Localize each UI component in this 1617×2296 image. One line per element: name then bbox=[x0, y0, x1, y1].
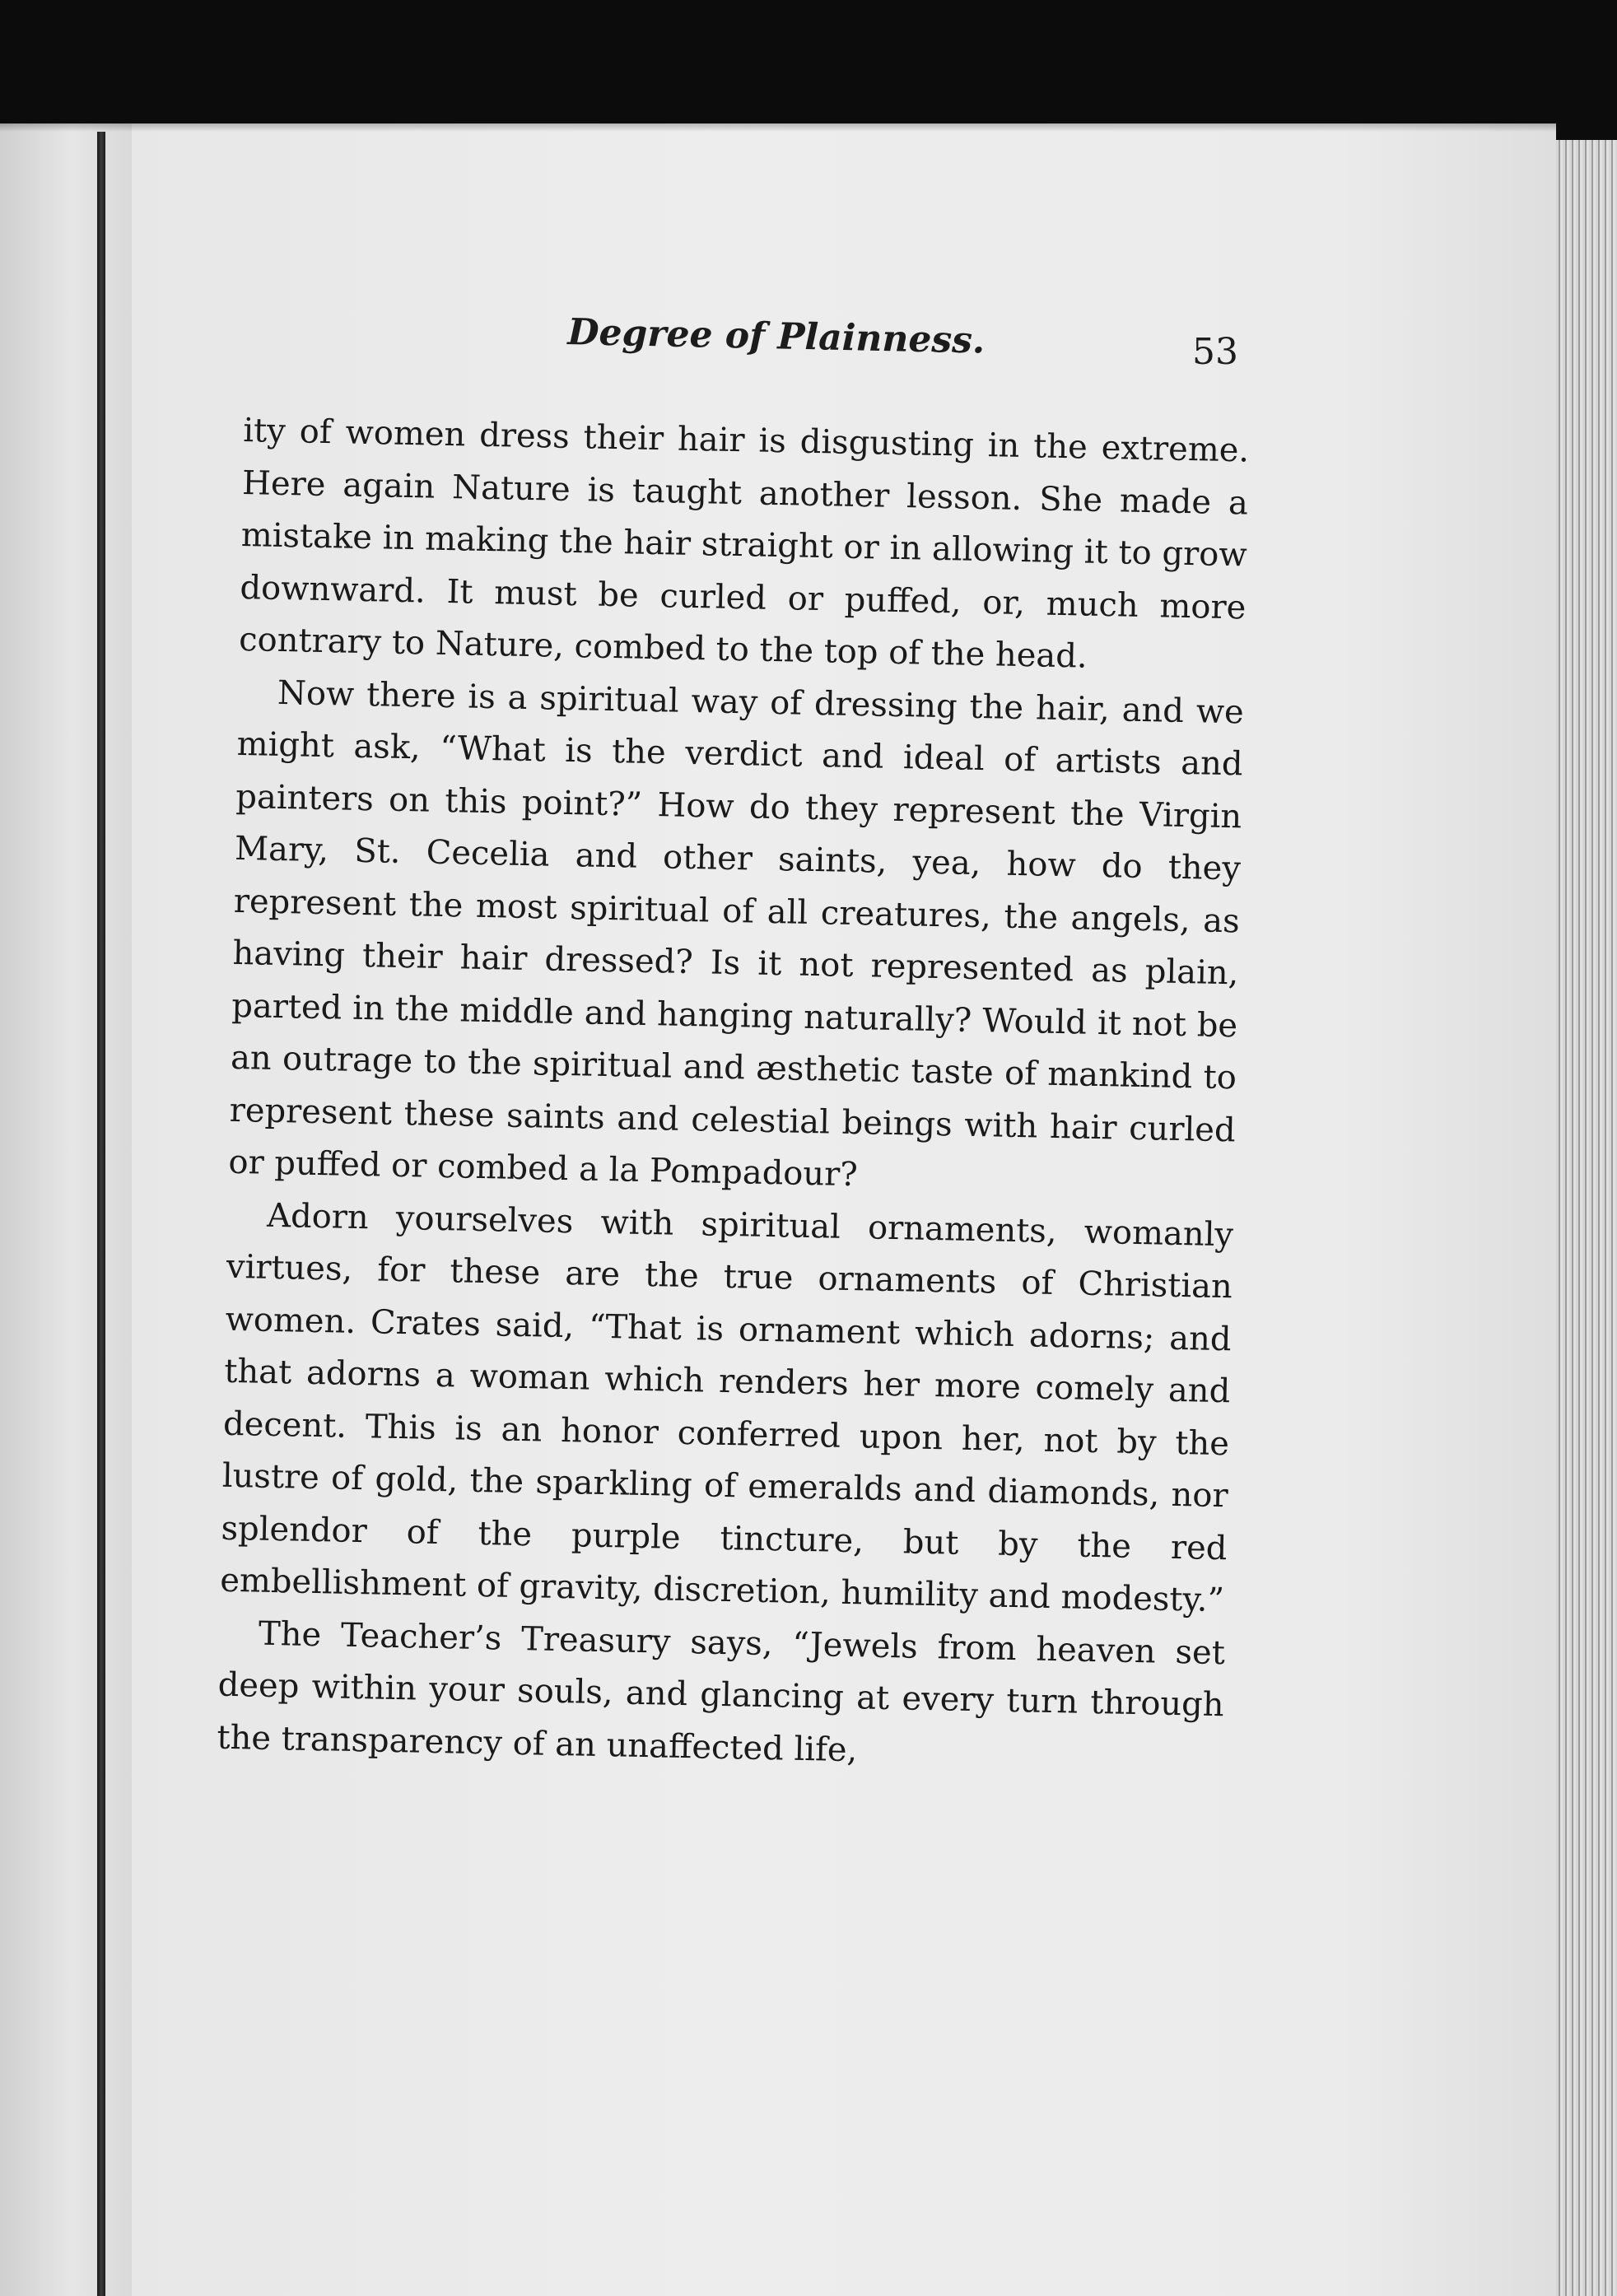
running-header: Degree of Plainness. bbox=[566, 311, 986, 362]
paragraph-3: Adorn yourselves with spiritual ornaments, womanly virtues, for these are the true ornaments of Christian women. Crates said, “That is ornament which adorns; and that adorns a woman which renders her more comely and decent. This is an honor conferred upon her, not by the lustre of gold, the sparkling of emeralds and diamonds, nor splendor of the purple tincture, but by the red embellishment of gravity, discretion, humility and modesty.” bbox=[219, 1196, 1234, 1620]
page-number: 53 bbox=[1192, 331, 1238, 373]
facing-page-edge bbox=[0, 123, 132, 2296]
paragraph-2: Now there is a spiritual way of dressing the hair, and we might ask, “What is the verdict and ideal of artists and painters on this point?” How do they represent the Virgin Mary, St. Cecelia and other saints, yea, how do they represent the most spiritual of all creatures, the angels, as having their hair dressed? Is it not represented as plain, parted in the middle and hanging naturally? Would it not be an outrage to the spiritual and æsthetic taste of mankind to represent these saints and celestial beings with hair curled or puffed or combed a la Pompadour? bbox=[228, 673, 1245, 1195]
book-binding bbox=[97, 132, 105, 2296]
paragraph-1: ity of women dress their hair is disgusting in the extreme. Here again Nature is taught another lesson. She made a mistake in making the hair straight or in allowing it to grow downward. It must be curled or puffed, or, much more contrary to Nature, combed to the top of the head. bbox=[238, 411, 1250, 676]
top-shadow bbox=[0, 99, 1617, 132]
body-text bbox=[217, 405, 1250, 1784]
page-stack-edge bbox=[1556, 140, 1617, 2296]
paragraph-4: The Teacher’s Treasury says, “Jewels from heaven set deep within your souls, and glancing at every turn through the transparency of an unaffected life, bbox=[217, 1614, 1226, 1769]
